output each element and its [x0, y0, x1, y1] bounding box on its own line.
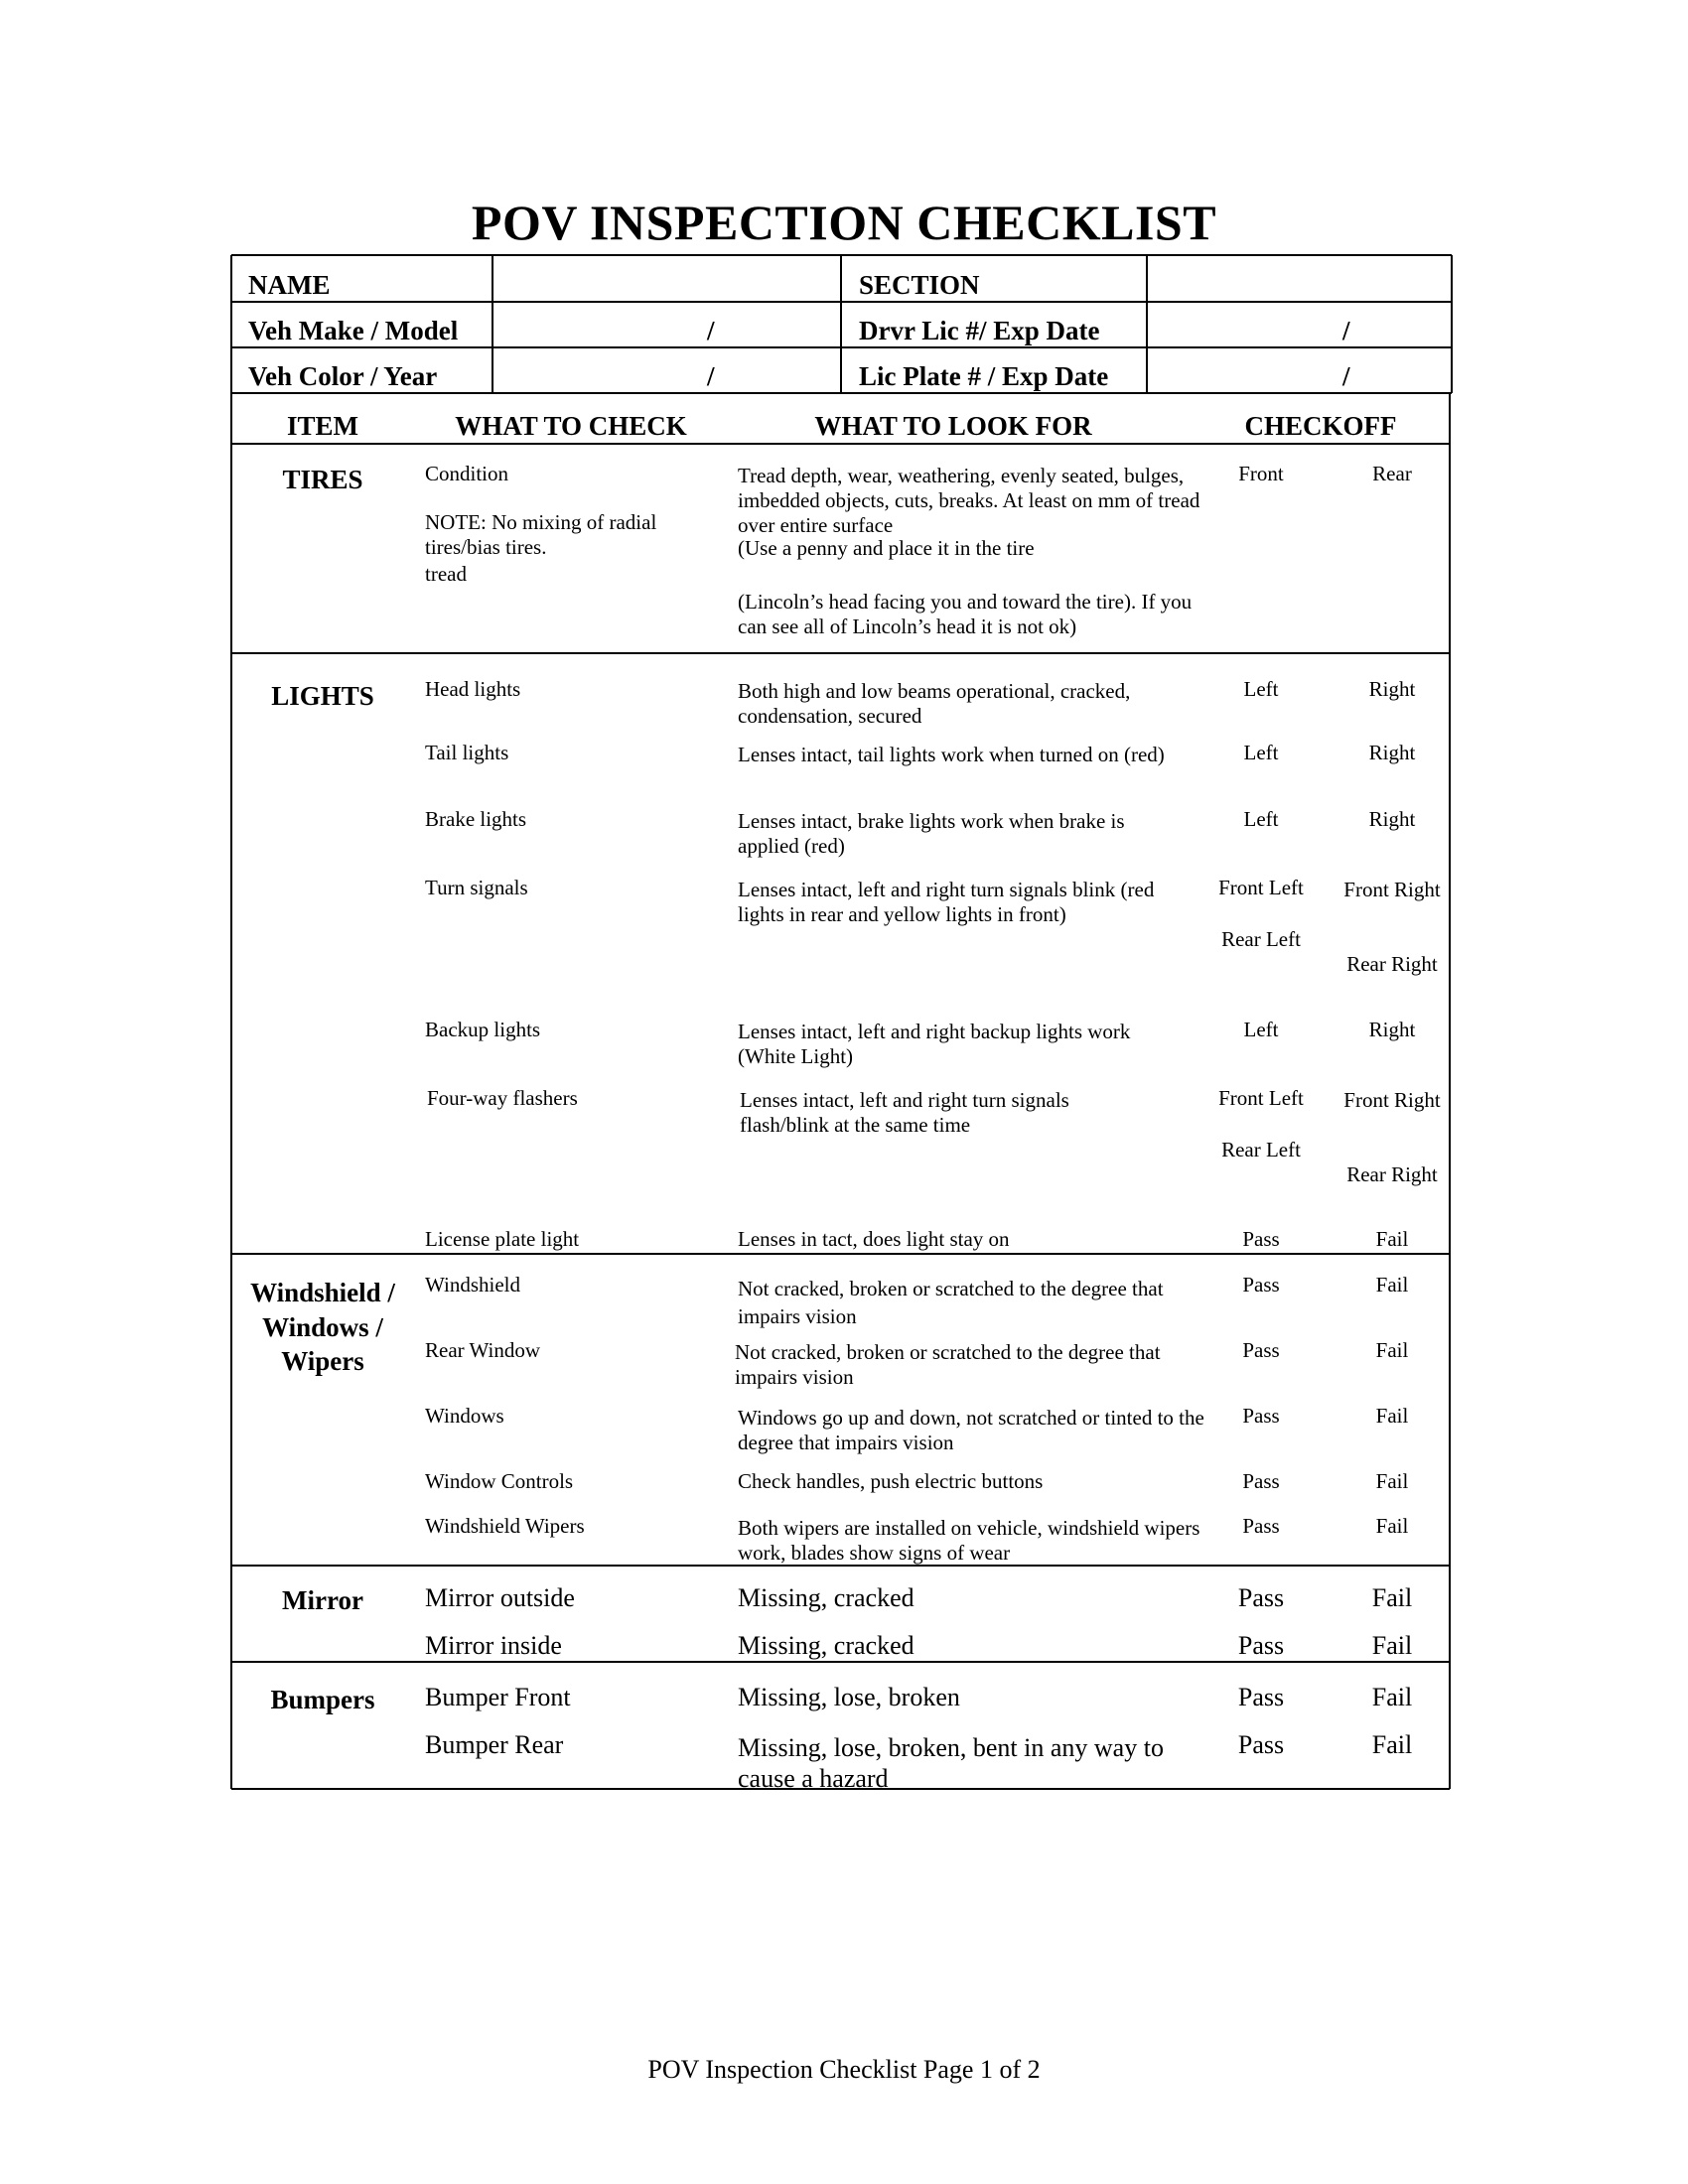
checkoff-option[interactable]: Fail	[1375, 1338, 1409, 1362]
checkoff-option[interactable]: Right	[1368, 741, 1416, 764]
checkoff-option[interactable]: Front Right	[1343, 878, 1441, 901]
veh-color-label: Veh Color / Year	[248, 361, 438, 391]
check-item: Windshield Wipers	[425, 1514, 585, 1538]
checkoff-option[interactable]: Fail	[1371, 1683, 1413, 1711]
checkoff-option[interactable]: Left	[1243, 741, 1279, 764]
look-for-text: Lenses intact, tail lights work when turned on (red)	[738, 743, 1165, 766]
look-for-text: (Lincoln’s head facing you and toward the tire). If you can see all of Lincoln’s head it is not ok)	[738, 590, 1193, 638]
checkoff-option[interactable]: Left	[1243, 1018, 1279, 1041]
check-item: Backup lights	[425, 1018, 541, 1041]
check-item: License plate light	[425, 1227, 580, 1251]
check-item: Bumper Rear	[425, 1730, 564, 1759]
drvr-lic-field[interactable]: /	[1342, 316, 1350, 345]
name-field[interactable]	[494, 257, 839, 300]
look-for-text: Not cracked, broken or scratched to the degree that impairs vision	[735, 1340, 1161, 1389]
check-item: Rear Window	[425, 1338, 540, 1362]
checkoff-option[interactable]: Left	[1243, 677, 1279, 701]
look-for-text: Tread depth, wear, weathering, evenly seated, bulges, imbedded objects, cuts, breaks. At least on mm of tread over entire surface	[738, 464, 1200, 537]
check-item: Windows	[425, 1404, 504, 1428]
checkoff-option[interactable]: Fail	[1371, 1631, 1413, 1660]
page-title: POV INSPECTION CHECKLIST	[471, 195, 1217, 250]
look-for-text: Lenses in tact, does light stay on	[738, 1227, 1010, 1251]
checkoff-option[interactable]: Fail	[1375, 1273, 1409, 1297]
look-for-text: Both wipers are installed on vehicle, windshield wipers work, blades show signs of wear	[738, 1516, 1200, 1565]
section-label: SECTION	[859, 270, 980, 300]
look-for-text: Missing, lose, broken, bent in any way to cause a hazard	[738, 1733, 1164, 1794]
look-for-text: Both high and low beams operational, cracked, condensation, secured	[738, 679, 1131, 728]
checkoff-option[interactable]: Front Left	[1218, 1086, 1304, 1110]
look-for-text: Lenses intact, brake lights work when brake is applied (red)	[738, 809, 1125, 858]
checkoff-option[interactable]: Pass	[1242, 1273, 1280, 1297]
header-what-to-look-for: WHAT TO LOOK FOR	[814, 411, 1092, 441]
checkoff-option[interactable]: Pass	[1237, 1730, 1285, 1759]
checkoff-option[interactable]: Pass	[1242, 1514, 1280, 1538]
checkoff-option[interactable]: Pass	[1242, 1469, 1280, 1493]
drvr-lic-label: Drvr Lic #/ Exp Date	[859, 316, 1100, 345]
check-item: Brake lights	[425, 807, 527, 831]
check-item: Window Controls	[425, 1469, 574, 1493]
check-item: Bumper Front	[425, 1683, 571, 1711]
category-bumpers: Bumpers	[270, 1685, 375, 1714]
checkoff-option[interactable]: Rear Right	[1346, 1162, 1438, 1186]
veh-make-label: Veh Make / Model	[248, 316, 459, 345]
check-item: Tail lights	[425, 741, 509, 764]
checkoff-option[interactable]: Left	[1243, 807, 1279, 831]
checkoff-option[interactable]: Front	[1238, 462, 1284, 485]
checkoff-option[interactable]: Right	[1368, 807, 1416, 831]
look-for-text: Missing, lose, broken	[738, 1683, 960, 1711]
checkoff-option[interactable]: Pass	[1237, 1683, 1285, 1711]
check-note-tread: tread	[425, 562, 467, 586]
lic-plate-field[interactable]: /	[1342, 361, 1350, 391]
checkoff-option[interactable]: Right	[1368, 677, 1416, 701]
checkoff-option[interactable]: Fail	[1375, 1469, 1409, 1493]
look-for-text: Not cracked, broken or scratched to the degree that impairs vision	[738, 1277, 1164, 1329]
checkoff-option[interactable]: Front Left	[1218, 876, 1304, 899]
veh-make-field[interactable]: /	[707, 316, 715, 345]
veh-color-field[interactable]: /	[707, 361, 715, 391]
checkoff-option[interactable]: Right	[1368, 1018, 1416, 1041]
category-windshield: Windshield / Windows / Wipers	[250, 1278, 395, 1377]
checkoff-option[interactable]: Rear	[1372, 462, 1412, 485]
checkoff-option[interactable]: Pass	[1242, 1404, 1280, 1428]
checkoff-option[interactable]: Rear Left	[1221, 927, 1301, 951]
checkoff-option[interactable]: Fail	[1371, 1583, 1413, 1612]
look-for-text: Missing, cracked	[738, 1583, 914, 1612]
check-item: Head lights	[425, 677, 521, 701]
check-item: Four-way flashers	[427, 1086, 578, 1110]
look-for-text: Check handles, push electric buttons	[738, 1469, 1044, 1493]
check-item: Mirror outside	[425, 1583, 575, 1612]
checkoff-option[interactable]: Rear Right	[1346, 952, 1438, 976]
name-label: NAME	[248, 270, 331, 300]
checkoff-option[interactable]: Fail	[1375, 1514, 1409, 1538]
check-note: NOTE: No mixing of radial tires/bias tires.	[425, 510, 657, 559]
checkoff-option[interactable]: Fail	[1371, 1730, 1413, 1759]
header-item: ITEM	[286, 411, 358, 441]
checkoff-option[interactable]: Fail	[1375, 1227, 1409, 1251]
check-item: Windshield	[425, 1273, 520, 1297]
checkoff-option[interactable]: Pass	[1237, 1583, 1285, 1612]
lic-plate-label: Lic Plate # / Exp Date	[859, 361, 1109, 391]
look-for-text: (Use a penny and place it in the tire	[738, 536, 1035, 560]
look-for-text: Windows go up and down, not scratched or tinted to the degree that impairs vision	[738, 1406, 1204, 1454]
category-tires: TIRES	[282, 465, 363, 494]
check-item: Condition	[425, 462, 509, 485]
page-footer: POV Inspection Checklist Page 1 of 2	[647, 2055, 1041, 2084]
checkoff-option[interactable]: Fail	[1375, 1404, 1409, 1428]
checkoff-option[interactable]: Front Right	[1343, 1088, 1441, 1112]
checkoff-option[interactable]: Pass	[1242, 1338, 1280, 1362]
category-mirror: Mirror	[282, 1585, 363, 1615]
look-for-text: Lenses intact, left and right backup lights work (White Light)	[738, 1020, 1131, 1068]
header-what-to-check: WHAT TO CHECK	[455, 411, 687, 441]
look-for-text: Missing, cracked	[738, 1631, 914, 1660]
check-item: Mirror inside	[425, 1631, 562, 1660]
category-lights: LIGHTS	[271, 681, 374, 711]
look-for-text: Lenses intact, left and right turn signals flash/blink at the same time	[740, 1088, 1069, 1137]
checkoff-option[interactable]: Rear Left	[1221, 1138, 1301, 1161]
checkoff-option[interactable]: Pass	[1237, 1631, 1285, 1660]
header-checkoff: CHECKOFF	[1244, 411, 1397, 441]
check-item: Turn signals	[425, 876, 528, 899]
look-for-text: Lenses intact, left and right turn signals blink (red lights in rear and yellow lights in front)	[738, 878, 1155, 926]
section-field[interactable]	[1149, 257, 1450, 300]
checkoff-option[interactable]: Pass	[1242, 1227, 1280, 1251]
